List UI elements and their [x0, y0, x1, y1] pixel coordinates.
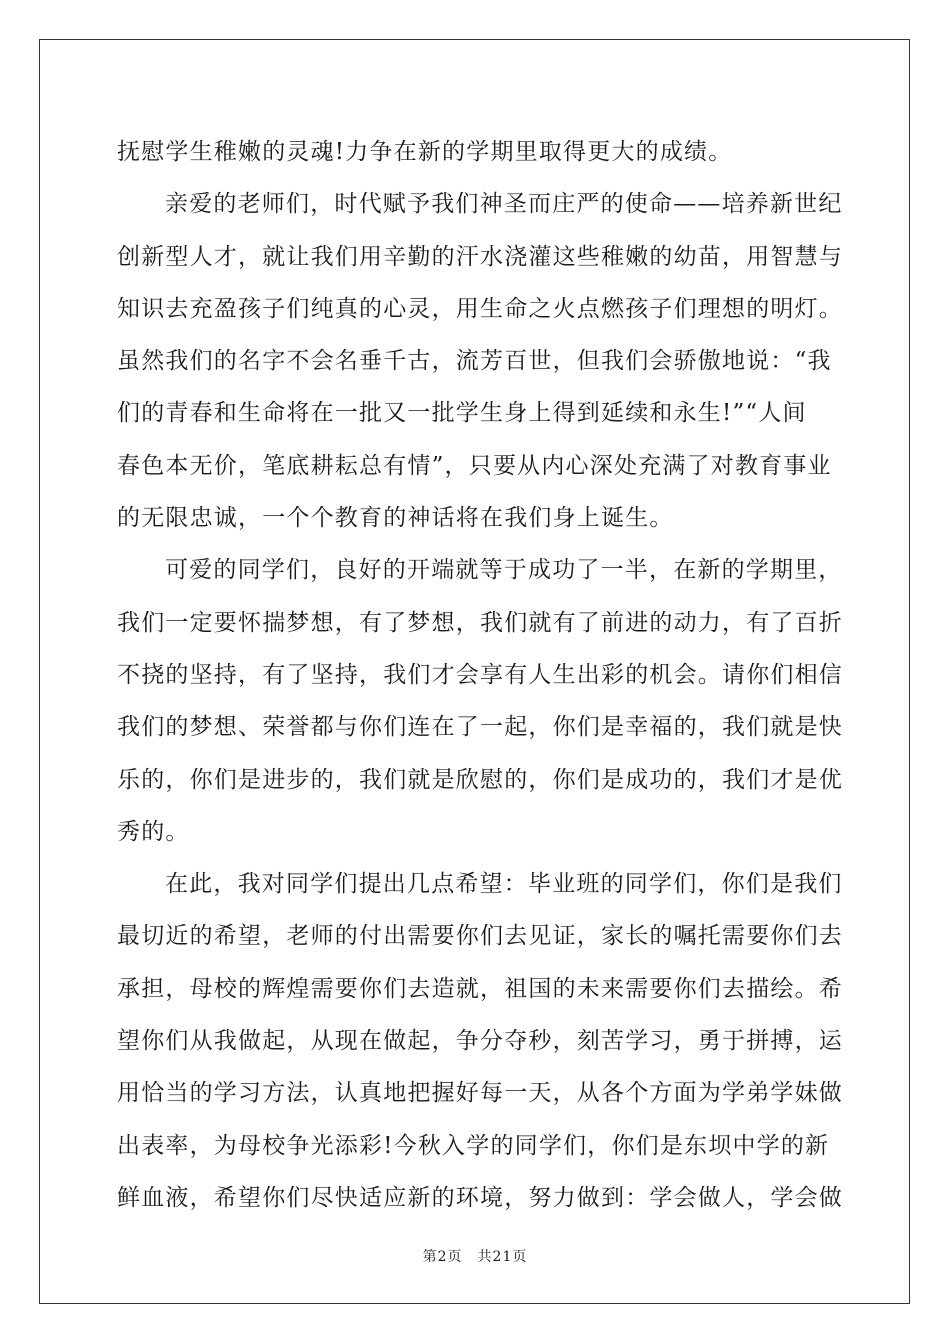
text-line: 乐的，你们是进步的，我们就是欣慰的，你们是成功的，我们才是优: [117, 766, 843, 793]
text-line: 春色本无价，笔底耕耘总有情”，只要从内心深处充满了对教育事业: [117, 452, 832, 479]
text-line: 秀的。: [117, 818, 190, 845]
text-line: 鲜血液，希望你们尽快适应新的环境，努力做到：学会做人，学会做: [117, 1184, 843, 1211]
page-number-footer: 第2页 共21页: [422, 1249, 528, 1265]
text-line: 最切近的希望，老师的付出需要你们去见证，家长的嘱托需要你们去: [117, 923, 843, 950]
text-line: 抚慰学生稚嫩的灵魂!力争在新的学期里取得更大的成绩。: [117, 139, 733, 165]
text-line: 创新型人才，就让我们用辛勤的汗水浇灌这些稚嫩的幼苗，用智慧与: [117, 243, 843, 270]
text-line: 我们的梦想、荣誉都与你们连在了一起，你们是幸福的，我们就是快: [117, 714, 843, 741]
text-line: 用恰当的学习方法，认真地把握好每一天，从各个方面为学弟学妹做: [117, 1080, 843, 1107]
text-line: 出表率，为母校争光添彩!今秋入学的同学们，你们是东坝中学的新: [117, 1132, 830, 1159]
text-line: 的无限忠诚，一个个教育的神话将在我们身上诞生。: [117, 505, 674, 532]
text-line: 知识去充盈孩子们纯真的心灵，用生命之火点燃孩子们理想的明灯。: [117, 295, 843, 322]
paragraph-start-line: 可爱的同学们，良好的开端就等于成功了一半，在新的学期里，: [165, 557, 843, 584]
text-line: 不挠的坚持，有了坚持，我们才会享有人生出彩的机会。请你们相信: [117, 661, 843, 688]
paragraph-start-line: 在此，我对同学们提出几点希望：毕业班的同学们，你们是我们: [165, 871, 843, 898]
text-line: 我们一定要怀揣梦想，有了梦想，我们就有了前进的动力，有了百折: [117, 609, 843, 636]
text-line: 望你们从我做起，从现在做起，争分夺秒，刻苦学习，勇于拼搏，运: [117, 1028, 843, 1055]
paragraph-start-line: 亲爱的老师们，时代赋予我们神圣而庄严的使命——培养新世纪: [165, 191, 843, 218]
text-line: 承担，母校的辉煌需要你们去造就，祖国的未来需要你们去描绘。希: [117, 975, 843, 1002]
text-line: 们的青春和生命将在一批又一批学生身上得到延续和永生!”“人间: [117, 400, 807, 427]
text-line: 虽然我们的名字不会名垂千古，流芳百世，但我们会骄傲地说：“我: [117, 348, 832, 375]
document-body: [117, 126, 843, 1224]
